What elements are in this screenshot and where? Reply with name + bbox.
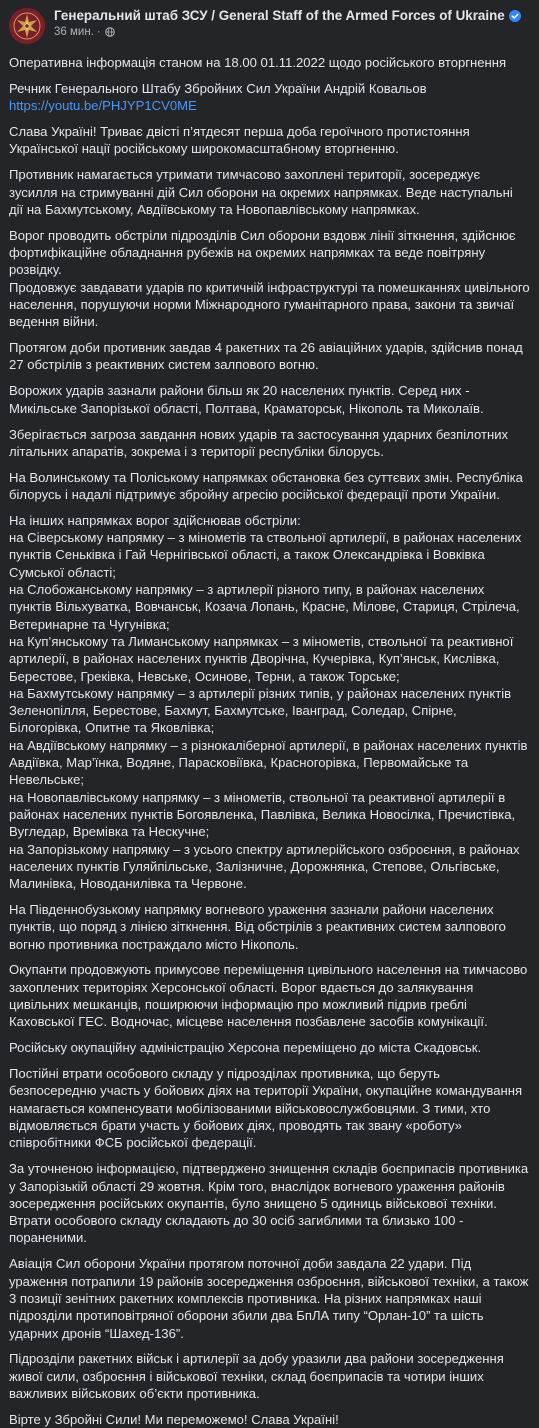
paragraph-line: Ворог проводить обстріли підрозділів Сил оборони вздовж лінії зіткнення, здійснює фортифікаційне обладнання рубежів на окремих напрямках та веде повітряну розвідку. — [9, 227, 516, 278]
post-paragraph: На Південнобузькому напрямку вогневого ураження зазнали райони населених пунктів, що поряд з лінією зіткнення. Від обстрілів з реактивних систем залпового вогню противника постраждало місто Нікополь. — [9, 902, 506, 952]
direction-line: на Куп’янському та Лиманському напрямках – з мінометів, ствольної та реактивної артилерії, в районах населених пунктів Дворічна, Кучерівка, Куп’янськ, Кислівка, Берестове, Греківка, Невське, Осинове, Терни, а також Торське; — [9, 633, 514, 684]
post-paragraph: Слава Україні! Триває двісті п’ятдесят перша доба героїчного протистояння Української нації російському широкомасштабному вторгненню. — [9, 124, 470, 157]
post-paragraph: За уточненою інформацією, підтверджено знищення складів боєприпасів противника у Запорізькій області 29 жовтня. Крім того, внаслідок вогневого ураження районів зосередження російських окупантів, було знищено 5 одиниць військової техніки. Втрати особового складу складають до 30 осіб загиблими та близько 100 - пораненими. — [9, 1161, 529, 1246]
youtube-link[interactable]: https://youtu.be/PHJYP1CV0ME — [9, 98, 197, 114]
post-meta — [54, 26, 521, 38]
post-paragraph: Постійні втрати особового складу у підрозділах противника, що беруть безпосередню участь у бойових діях на території України, окупаційне командування намагається компенсувати мобілізованими військовослужбовцями. З тими, хто відмовляється брати участь у бойових діях, проводять так звану «роботу» співробітники ФСБ російської федерації. — [9, 1066, 523, 1151]
post-paragraph: Зберігається загроза завдання нових ударів та застосування ударних безпілотних літальних апаратів, зокрема і з території республіки білорусь. — [9, 426, 509, 459]
general-staff-emblem-icon — [9, 8, 45, 44]
post-paragraph: Протягом доби противник завдав 4 ракетних та 26 авіаційних ударів, здійснив понад 27 обстрілів з реактивних систем залпового вогню. — [9, 340, 523, 373]
direction-line: на Авдіївському напрямку – з різнокаліберної артилерії, в районах населених пунктів Авдіївка, Мар’їнка, Водяне, Парасковіївка, Красногорівка, Первомайське та Невельське; — [9, 737, 528, 788]
post-time[interactable]: 36 мин. — [54, 26, 94, 38]
verified-badge-icon — [509, 10, 521, 22]
post-paragraph-speaker — [9, 80, 530, 115]
post-paragraph: Російську окупаційну адміністрацію Херсона переміщено до міста Скадовськ. — [9, 1040, 482, 1056]
post-paragraph: Ворожих ударів зазнали райони більш як 20 населених пунктів. Серед них - Микільське Запорізької області, Полтава, Краматорськ, Нікополь та Миколаїв. — [9, 383, 484, 416]
post-paragraph-directions — [9, 512, 530, 893]
post-text — [9, 54, 530, 1428]
direction-line: на Сіверському напрямку – з мінометів та ствольної артилерії, в районах населених пунктів Сеньківка і Гай Чернігівської області, а також Олександрівка і Вовківка Сумської області; — [9, 530, 522, 580]
post-paragraph-closing: Вірте у Збройні Сили! Ми переможемо! Слава Україні! — [9, 1411, 339, 1427]
post-header-text — [54, 8, 521, 38]
direction-line: на Новопавлівському напрямку – з мінометів, ствольної та реактивної артилерії в районах населених пунктів Богоявленка, Павлівка, Велика Новосілка, Пречистівка, Вугледар, Времівка та Нескучне; — [9, 789, 516, 840]
page-avatar[interactable] — [9, 8, 45, 44]
direction-line: На інших напрямках ворог здійснював обстріли: — [9, 512, 301, 528]
post-paragraph: На Волинському та Поліському напрямках обстановка без суттєвих змін. Республіка білорусь і надалі підтримує збройну агресію російської федерації проти України. — [9, 469, 523, 502]
post-paragraph: Окупанти продовжують примусове переміщення цивільного населення на тимчасово захоплених територіях Херсонської області. Ворог вдається до залякування цивільних мешканців, поширюючи інформацію про можливий підрив греблі Каховської ГЕС. Водночас, місцеве населення позбавлене засобів комунікації. — [9, 962, 528, 1030]
post-paragraph: Авіація Сил оборони України протягом поточної доби завдала 22 удари. Під ураження потрапили 19 районів зосередження озброєння, військової техніки, а також 3 позиції зенітних ракетних комплексів противника. На різних напрямках наші підрозділи протиповітряної оборони збили два БпЛА типу “Орлан-10” та шість ударних дронів “Шахед-136”. — [9, 1256, 529, 1341]
post-paragraph — [9, 227, 530, 331]
post-header — [9, 8, 530, 48]
meta-separator: · — [96, 26, 101, 38]
direction-line: на Бахмутському напрямку – з артилерії різних типів, у районах населених пунктів Зеленопілля, Берестове, Бахмут, Бахмутське, Іванград, Соледар, Спірне, Білогорівка, Опитне та Яковлівка; — [9, 685, 512, 736]
direction-line: на Слобожанському напрямку – з артилерії різного типу, в районах населених пунктів Вільхуватка, Вовчанськ, Козача Лопань, Красне, Мілове, Стариця, Стрілеча, Ветеринарне та Чугунівка; — [9, 582, 520, 632]
page-name-row — [54, 8, 521, 23]
speaker-line: Речник Генерального Штабу Збройних Сил України Андрій Ковальов — [9, 80, 427, 96]
post-paragraph-title: Оперативна інформація станом на 18.00 01.11.2022 щодо російського вторгнення — [9, 55, 507, 70]
paragraph-line: Продовжує завдавати ударів по критичній інфраструктурі та помешканнях цивільного населення, порушуючи норми Міжнародного гуманітарного права, закони та звичаї ведення війни. — [9, 279, 530, 330]
direction-line: на Запорізькому напрямку – з усього спектру артилерійського озброєння, в районах населених пунктів Гуляйпільське, Залізничне, Дорожнянка, Степове, Ольгівське, Малинівка, Новоданилівка та Червоне. — [9, 841, 520, 892]
post-paragraph: Противник намагається утримати тимчасово захоплені території, зосереджує зусилля на стримуванні дій Сил оборони на окремих напрямках. Веде наступальні дії на Бахмутському, Авдіївському та Новопавлівському напрямках. — [9, 167, 513, 217]
page-name-link[interactable]: Генеральний штаб ЗСУ / General Staff of the Armed Forces of Ukraine — [54, 8, 505, 23]
globe-icon[interactable] — [105, 27, 115, 37]
post-paragraph: Підрозділи ракетних військ і артилерії за добу уразили два райони зосередження живої сили, озброєння і військової техніки, склад боєприпасів та чотири інших важливих військових об’єкти противника. — [9, 1351, 504, 1401]
